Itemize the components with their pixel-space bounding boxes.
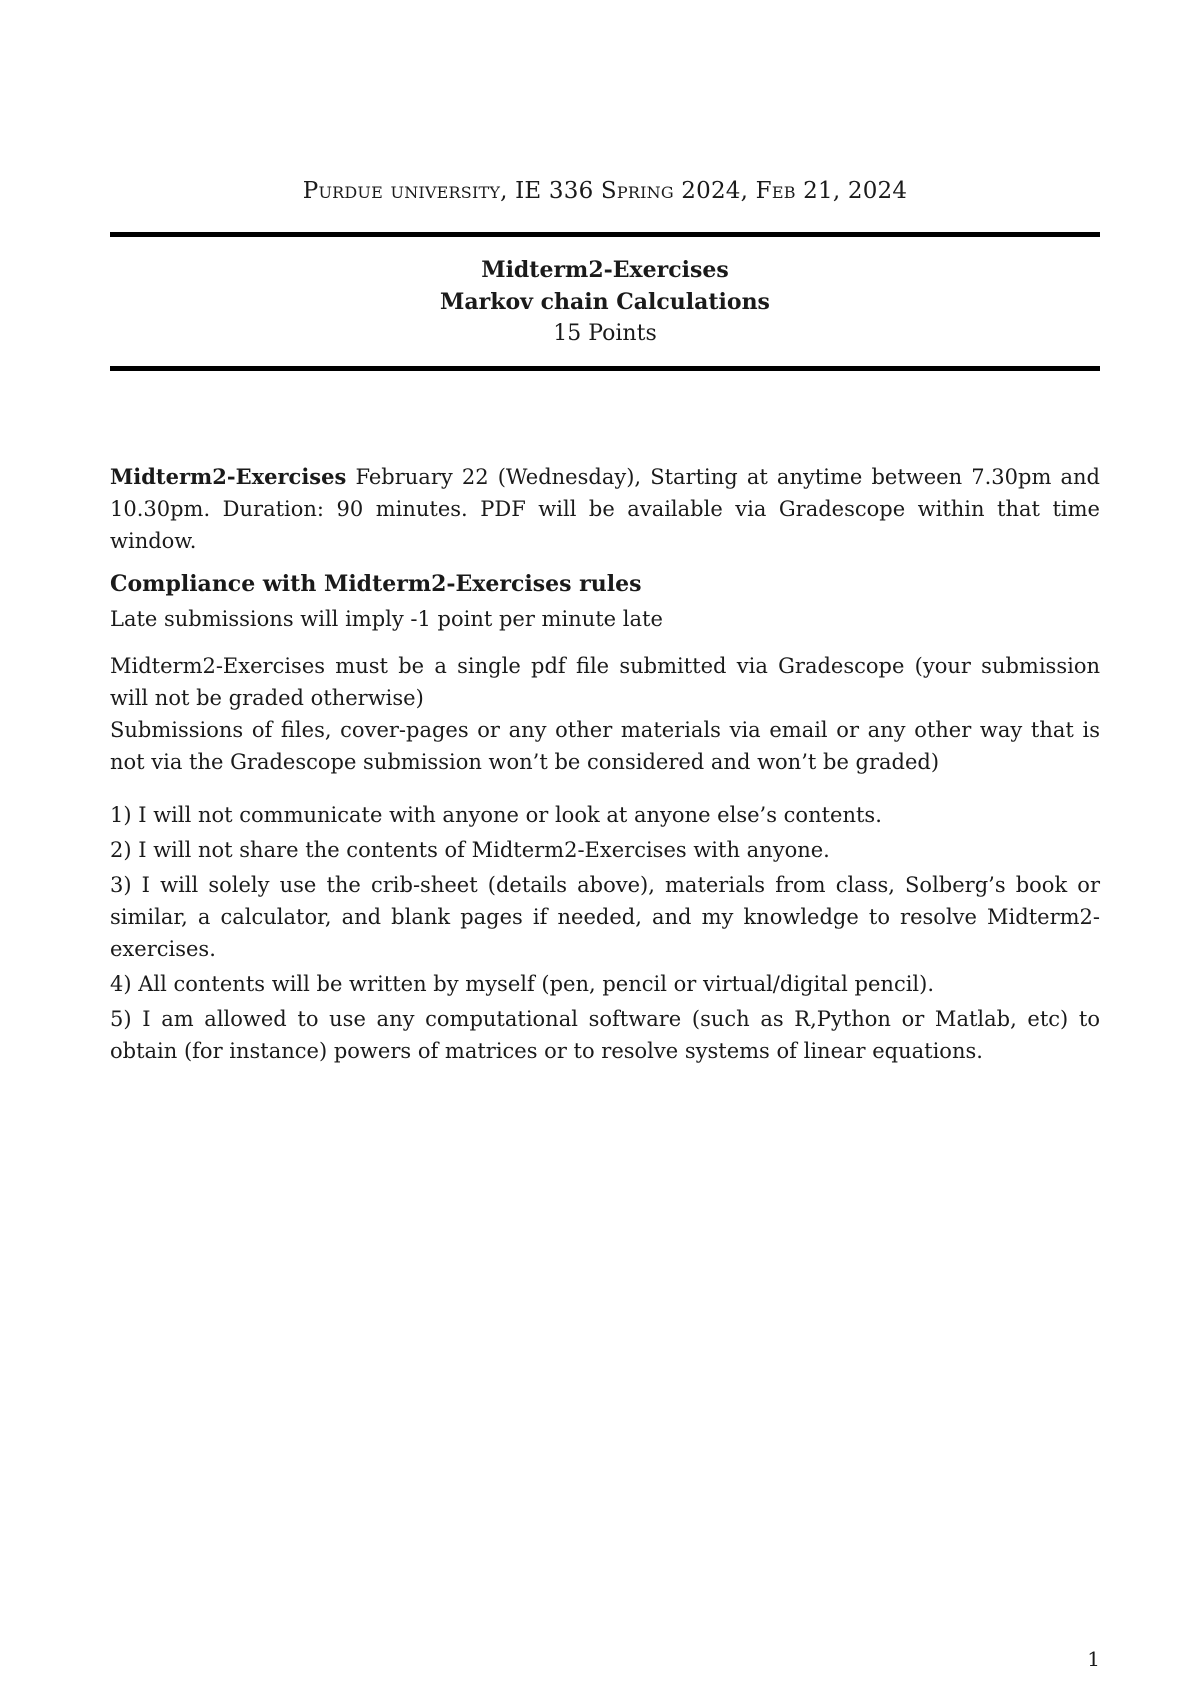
submission-rule-2: Submissions of files, cover-pages or any other materials via email or any other way that is not via the Gradescope submission won’t be considered and won’t be graded) bbox=[110, 718, 1100, 774]
top-rule bbox=[110, 232, 1100, 237]
intro-paragraph bbox=[110, 461, 1100, 557]
running-head: Purdue university, IE 336 Spring 2024, Feb 21, 2024 bbox=[302, 178, 908, 204]
submission-rule-1: Midterm2-Exercises must be a single pdf file submitted via Gradescope (your submission will not be graded otherwise) bbox=[110, 654, 1100, 710]
commitment-list bbox=[110, 799, 1100, 1070]
document-subtitle: Markov chain Calculations bbox=[440, 289, 770, 315]
page-number: 1 bbox=[1087, 1647, 1100, 1671]
list-item: 2) I will not share the contents of Midterm2-Exercises with anyone. bbox=[110, 838, 830, 862]
submission-rules bbox=[110, 650, 1100, 778]
intro-text: February 22 (Wednesday), Starting at anytime between 7.30pm and 10.30pm. Duration: 90 minutes. PDF will be available via Gradescope within that time window. bbox=[110, 465, 1100, 553]
list-item: 1) I will not communicate with anyone or look at anyone else’s contents. bbox=[110, 803, 882, 827]
points-label: 15 Points bbox=[553, 321, 657, 346]
late-rule: Late submissions will imply -1 point per minute late bbox=[110, 607, 663, 631]
list-item: 4) All contents will be written by myself (pen, pencil or virtual/digital pencil). bbox=[110, 972, 935, 996]
compliance-heading: Compliance with Midterm2-Exercises rules bbox=[110, 571, 642, 597]
title-block bbox=[110, 254, 1100, 350]
intro-label: Midterm2-Exercises bbox=[110, 464, 347, 489]
document-title: Midterm2-Exercises bbox=[481, 257, 729, 283]
bottom-rule bbox=[110, 366, 1100, 371]
list-item: 5) I am allowed to use any computational software (such as R,Python or Matlab, etc) to obtain (for instance) powers of matrices or to resolve systems of linear equations. bbox=[110, 1007, 1100, 1063]
list-item: 3) I will solely use the crib-sheet (details above), materials from class, Solberg’s book or similar, a calculator, and blank pages if needed, and my knowledge to resolve Midterm2-exercises. bbox=[110, 873, 1100, 961]
